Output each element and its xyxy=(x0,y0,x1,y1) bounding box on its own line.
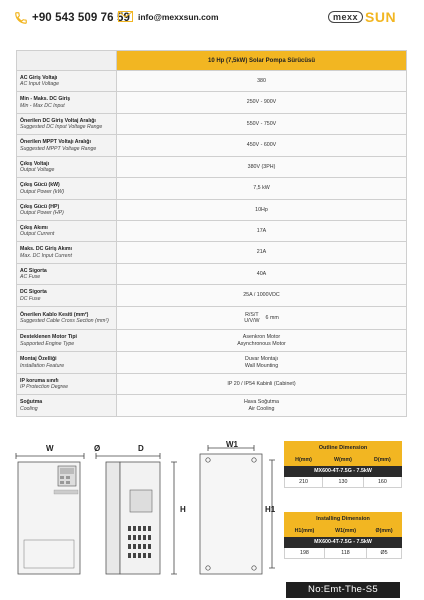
spec-row xyxy=(17,221,407,242)
installing-dimension-table xyxy=(284,512,402,559)
spec-label-tr: Desteklenen Motor Tipi xyxy=(20,334,77,341)
spec-value-line: 7,5 kW xyxy=(253,185,270,192)
side-view-drawing xyxy=(96,453,177,574)
dim-w1-label: W1 xyxy=(226,440,238,449)
dim-h-label: H xyxy=(180,505,186,514)
spec-value-cell xyxy=(117,395,407,417)
outline-val-d: 160 xyxy=(363,477,401,488)
spec-label-cell xyxy=(17,200,117,221)
spec-value-cell xyxy=(117,374,407,395)
spec-row xyxy=(17,264,407,285)
outline-col-w: W(mm) xyxy=(323,455,364,466)
brand-logo xyxy=(328,9,400,25)
spec-label-en: Output Current xyxy=(20,231,55,237)
spec-label-cell xyxy=(17,242,117,264)
spec-label-tr: Soğutma xyxy=(20,399,43,406)
spec-label-tr: IP koruma sınıfı xyxy=(20,377,59,384)
spec-label-cell xyxy=(17,395,117,417)
installing-dimension-columns xyxy=(285,526,402,537)
spec-value-cell xyxy=(117,92,407,114)
spec-label-cell xyxy=(17,71,117,92)
spec-row xyxy=(17,242,407,264)
spec-row xyxy=(17,92,407,114)
email-address: info@mexxsun.com xyxy=(138,11,219,22)
spec-value-line: 40A xyxy=(256,270,267,277)
spec-value-cell xyxy=(117,330,407,352)
spec-label-tr: Çıkış Gücü (HP) xyxy=(20,203,60,210)
dim-phi-label: Ø xyxy=(94,444,101,453)
spec-label-tr: Önerilen MPPT Voltajı Aralığı xyxy=(20,139,91,146)
spec-title: 10 Hp (7,5kW) Solar Pompa Sürücüsü xyxy=(117,51,407,71)
envelope-icon xyxy=(118,11,133,22)
spec-value-cell xyxy=(117,71,407,92)
spec-value-line: IP 20 / IP54 Kabinli (Cabinet) xyxy=(227,380,296,387)
email-contact[interactable] xyxy=(118,11,219,22)
spec-value-line: 17A xyxy=(256,227,267,234)
spec-label-tr: AC Giriş Voltajı xyxy=(20,74,58,81)
product-code: No:Emt-The-S5 xyxy=(286,582,400,598)
installing-val-h1: 198 xyxy=(285,548,325,559)
spec-label-tr: DC Sigorta xyxy=(20,289,47,296)
spec-row xyxy=(17,285,407,307)
spec-label-en: DC Fuse xyxy=(20,295,41,302)
spec-row xyxy=(17,114,407,135)
installing-val-phi: Ø5 xyxy=(367,548,402,559)
spec-label-en: IP Protection Degree xyxy=(20,384,68,390)
spec-label-tr: Maks. DC Giriş Akımı xyxy=(20,246,72,253)
spec-label-cell xyxy=(17,157,117,178)
spec-row xyxy=(17,395,407,417)
spec-table xyxy=(16,50,407,417)
spec-label-cell xyxy=(17,264,117,285)
phone-number: +90 543 509 76 59 xyxy=(32,12,130,24)
outline-dimension-table xyxy=(284,441,402,488)
spec-value-cell xyxy=(117,221,407,242)
dim-d-label: D xyxy=(138,444,144,453)
spec-value-cell xyxy=(117,200,407,221)
spec-value-line: 380V (3PH) xyxy=(247,163,276,170)
spec-row xyxy=(17,178,407,200)
spec-value-line: 450V - 600V xyxy=(246,142,277,149)
spec-label-en: Suggested DC Input Voltage Range xyxy=(20,124,103,130)
spec-label-cell xyxy=(17,307,117,330)
spec-label-en: Suggested Cable Cross Section (mm²) xyxy=(20,318,109,324)
spec-value-line: 25A / 1000VDC xyxy=(243,292,280,299)
spec-label-cell xyxy=(17,330,117,352)
spec-row xyxy=(17,200,407,221)
spec-value-cell xyxy=(117,242,407,264)
installing-col-w1: W1(mm) xyxy=(324,526,366,537)
spec-label-cell xyxy=(17,221,117,242)
spec-value-line: 380 xyxy=(257,77,266,84)
spec-row xyxy=(17,330,407,352)
spec-label-cell xyxy=(17,135,117,157)
spec-label-tr: AC Sigorta xyxy=(20,267,47,274)
dim-h1-label: H1 xyxy=(265,505,276,514)
spec-row xyxy=(17,374,407,395)
spec-label-cell xyxy=(17,114,117,135)
outline-dimension-title: Outline Dimension xyxy=(285,442,402,455)
outline-model: MX600-4T-7.5G - 7.5kW xyxy=(285,466,402,477)
outline-col-h: H(mm) xyxy=(285,455,323,466)
spec-label-en: AC Fuse xyxy=(20,274,41,280)
cable-terminals xyxy=(244,312,259,325)
cable-spec xyxy=(244,312,279,325)
spec-value-line: 21A xyxy=(256,249,267,256)
spec-value-line: 10Hp xyxy=(255,206,268,213)
logo-sun: SUN xyxy=(365,9,397,25)
spec-label-tr: Çıkış Gücü (kW) xyxy=(20,182,60,189)
installing-dimension-title: Installing Dimension xyxy=(285,513,402,526)
spec-label-en: Installation Feature xyxy=(20,362,65,369)
spec-label-cell xyxy=(17,92,117,114)
spec-label-en: Output Voltage xyxy=(20,167,55,173)
header-bar xyxy=(0,0,424,38)
spec-header-blank xyxy=(17,51,117,71)
spec-value-cell xyxy=(117,178,407,200)
spec-label-en: Min - Max DC Input xyxy=(20,102,65,109)
spec-label-en: Output Power (HP) xyxy=(20,210,64,216)
spec-value-line: 250V - 900V xyxy=(246,99,277,106)
cable-terminal-label: U/V/W xyxy=(244,318,260,324)
cable-size: 6 mm xyxy=(265,315,279,321)
spec-label-cell xyxy=(17,178,117,200)
spec-row xyxy=(17,157,407,178)
outline-dimension-values xyxy=(285,477,402,488)
outline-col-d: D(mm) xyxy=(363,455,401,466)
dimension-drawings xyxy=(10,440,282,580)
spec-label-en: AC Input Voltage xyxy=(20,81,60,87)
spec-row xyxy=(17,135,407,157)
spec-value-cell xyxy=(117,352,407,374)
spec-label-tr: Çıkış Voltajı xyxy=(20,160,50,167)
spec-value-line: Wall Mounting xyxy=(244,362,279,369)
spec-value-line: Asynchronous Motor xyxy=(237,340,286,347)
spec-label-en: Suggested MPPT Voltage Range xyxy=(20,145,97,152)
spec-row xyxy=(17,352,407,374)
phone-icon xyxy=(14,11,28,25)
outline-val-h: 210 xyxy=(285,477,323,488)
spec-value-line: Asenkron Motor xyxy=(242,334,281,340)
phone-contact[interactable] xyxy=(14,11,130,25)
spec-label-cell xyxy=(17,374,117,395)
spec-label-en: Supported Engine Type xyxy=(20,340,75,347)
spec-label-en: Output Power (kW) xyxy=(20,188,65,195)
installing-dimension-values xyxy=(285,548,402,559)
installing-val-w1: 118 xyxy=(324,548,366,559)
mounting-view-drawing xyxy=(200,445,275,574)
spec-value-cell xyxy=(117,307,407,330)
spec-header-row xyxy=(17,51,407,71)
spec-row xyxy=(17,307,407,330)
spec-label-tr: Çıkış Akımı xyxy=(20,224,48,231)
front-view-drawing xyxy=(16,453,84,574)
spec-label-tr: Montaj Özelliği xyxy=(20,356,57,363)
spec-value-cell xyxy=(117,285,407,307)
spec-label-tr: Önerilen DC Giriş Voltaj Aralığı xyxy=(20,117,96,124)
dim-w-label: W xyxy=(46,444,54,453)
spec-value-cell xyxy=(117,114,407,135)
spec-value-cell xyxy=(117,264,407,285)
spec-value-cell xyxy=(117,157,407,178)
installing-col-phi: Ø(mm) xyxy=(367,526,402,537)
outline-val-w: 130 xyxy=(323,477,364,488)
spec-value-line: 550V - 750V xyxy=(246,120,277,127)
installing-model: MX600-4T-7.5G - 7.5kW xyxy=(285,537,402,548)
spec-value-cell xyxy=(117,135,407,157)
spec-value-line: Duvar Montajı xyxy=(245,356,278,362)
spec-label-en: Cooling xyxy=(20,405,38,412)
spec-label-tr: Önerilen Kablo Kesiti (mm²) xyxy=(20,311,89,318)
spec-label-en: Max. DC Input Current xyxy=(20,252,72,259)
outline-dimension-columns xyxy=(285,455,402,466)
spec-row xyxy=(17,71,407,92)
spec-value-line: Hava Soğutma xyxy=(243,399,280,405)
installing-col-h1: H1(mm) xyxy=(285,526,325,537)
logo-mexx: mexx xyxy=(328,11,363,23)
spec-label-cell xyxy=(17,285,117,307)
cable-terminal-label: R/S/T xyxy=(245,311,259,318)
spec-label-cell xyxy=(17,352,117,374)
spec-label-tr: Min - Maks. DC Giriş xyxy=(20,96,71,103)
spec-value-line: Air Cooling xyxy=(248,405,275,412)
